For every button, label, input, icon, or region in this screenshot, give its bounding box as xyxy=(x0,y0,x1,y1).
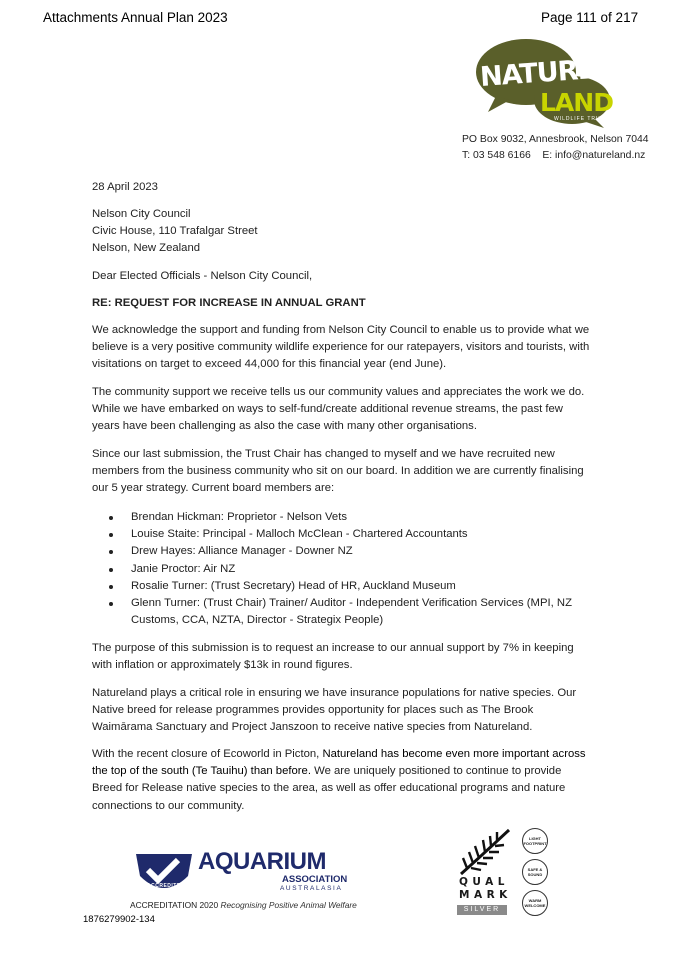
accredited-shield-icon xyxy=(134,850,194,896)
paragraph-acknowledgement: We acknowledge the support and funding from Nelson City Council to enable us to provide what we believe is a very positive community wildlife experience for our ratepayers, visitors and tourists, with visitations on target to exceed 44,000 for this financial year (end June). xyxy=(92,324,590,371)
light-footprint-icon: LIGHT FOOTPRINT xyxy=(522,828,548,854)
aquarium-region: AUSTRALASIA xyxy=(280,885,343,892)
header-left: Attachments Annual Plan 2023 xyxy=(43,10,228,25)
list-item: Janie Proctor: Air NZ xyxy=(92,561,582,578)
recipient-line: Nelson City Council xyxy=(92,208,191,220)
paragraph-community-support: The community support we receive tells us our community values and appreciates the work we do. While we have embarked on ways to self-fund/create additional revenue streams, the past few years have been challenging as also the case with many other organisations. xyxy=(92,386,585,433)
qualmark-line2: MARK xyxy=(459,889,512,901)
logo-tagline: WILDLIFE TRUST xyxy=(554,116,610,122)
qualmark-wordmark xyxy=(459,876,512,902)
letter-date: 28 April 2023 xyxy=(92,181,158,193)
list-item: Glenn Turner: (Trust Chair) Trainer/ Auditor - Independent Verification Services (MPI, NZ Customs, CCA, NZTA, Director - Strategix People) xyxy=(92,595,582,629)
logo-word-nature: NATURE xyxy=(479,54,596,93)
contact-phone: T: 03 548 6166 xyxy=(462,150,531,161)
paragraph-ecoworld xyxy=(92,746,592,815)
qualmark-level-badge: SILVER xyxy=(457,905,507,915)
logo-word-land: LAND xyxy=(540,88,613,117)
safe-sound-icon: SAFE & SOUND xyxy=(522,859,548,885)
subject-line: RE: REQUEST FOR INCREASE IN ANNUAL GRANT xyxy=(92,297,366,309)
qualmark-logo xyxy=(455,826,555,922)
list-item: Louise Staite: Principal - Malloch McClean - Chartered Accountants xyxy=(92,526,582,543)
accreditation-motto: Recognising Positive Animal Welfare xyxy=(220,900,357,910)
ecoworld-emphasis: Natureland has become even more important across the top of the south (Te Tauihu) than before. xyxy=(92,748,586,778)
list-item: Rosalie Turner: (Trust Secretary) Head of HR, Auckland Museum xyxy=(92,578,582,595)
aquarium-title: AQUARIUM xyxy=(198,848,326,875)
recipient-block xyxy=(92,206,592,258)
contact-email: E: info@natureland.nz xyxy=(542,150,646,161)
paragraph-board-intro: Since our last submission, the Trust Chair has changed to myself and we have recruited new members from the business community who sit on our board. In addition we are currently finalising our 5 year strategy. Current board members are: xyxy=(92,448,584,495)
contact-address: PO Box 9032, Annesbrook, Nelson 7044 xyxy=(462,134,649,145)
silver-fern-icon xyxy=(459,828,511,876)
natureland-logo xyxy=(474,38,613,128)
list-item: Drew Hayes: Alliance Manager - Downer NZ xyxy=(92,543,582,560)
recipient-line: Nelson, New Zealand xyxy=(92,242,201,255)
paragraph-purpose: The purpose of this submission is to request an increase to our annual support by 7% in keeping with inflation or approximately $13k in round figures. xyxy=(92,642,574,672)
accreditation-year: ACCREDITATION 2020 xyxy=(130,900,219,910)
accreditation-line xyxy=(130,900,357,910)
ecoworld-text-start: With the recent closure of Ecoworld in Picton, xyxy=(92,748,323,760)
qualmark-line1: QUAL xyxy=(459,876,509,888)
list-item: Brendan Hickman: Proprietor - Nelson Vets xyxy=(92,509,582,526)
board-members-list xyxy=(92,509,582,629)
recipient-line: Civic House, 110 Trafalgar Street xyxy=(92,225,258,238)
warm-welcome-icon: WARM WELCOME xyxy=(522,890,548,916)
paragraph-role: Natureland plays a critical role in ensuring we have insurance populations for native species. Our Native breed for release programmes provides opportunity for places such as The Brook Waimārama Sanctuary and Project Janszoon to receive native species from Natureland. xyxy=(92,687,577,734)
accredited-badge-text: ACCREDITED xyxy=(147,883,185,889)
document-id: 1876279902-134 xyxy=(83,914,155,925)
contact-line xyxy=(462,148,649,164)
salutation: Dear Elected Officials - Nelson City Council, xyxy=(92,270,313,282)
ecoworld-text-end: We are uniquely positioned to continue to provide Breed for Release native species to the area, as well as offer educational programs and nature connections to our community. xyxy=(92,765,566,812)
page-number: Page 111 of 217 xyxy=(541,10,639,25)
aquarium-association-logo xyxy=(130,846,357,916)
aquarium-subtitle: ASSOCIATION xyxy=(282,874,348,885)
contact-block xyxy=(462,132,649,164)
